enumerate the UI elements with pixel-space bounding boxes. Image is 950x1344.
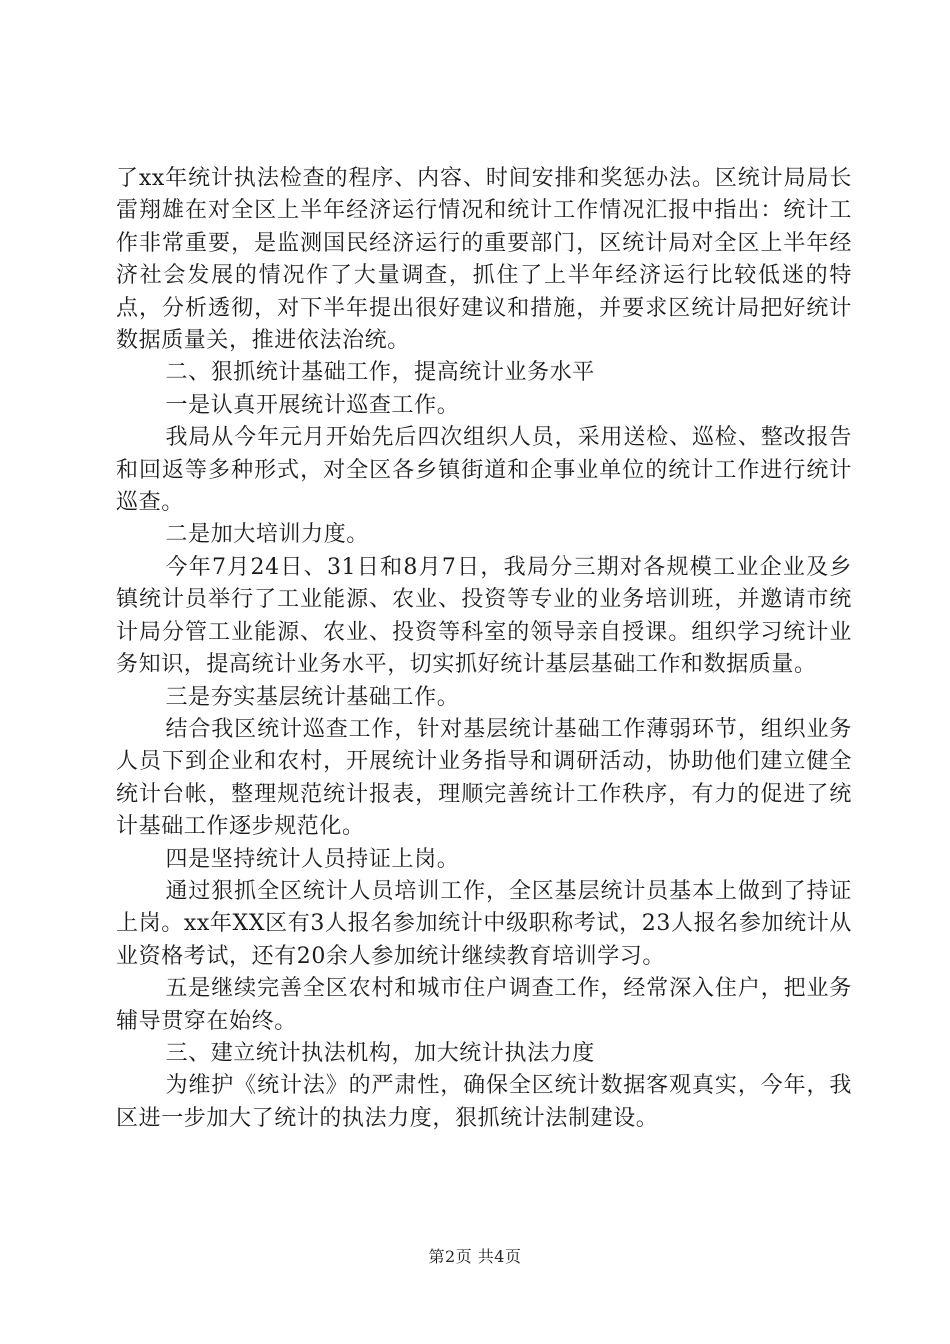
paragraph-inspection: 我局从今年元月开始先后四次组织人员，采用送检、巡检、整改报告和回返等多种形式，对全区各乡镇街道和企事业单位的统计工作进行统计巡查。 — [116, 425, 852, 516]
paragraph-household-survey: 五是继续完善全区农村和城市住户调查工作，经常深入住户，把业务辅导贯穿在始终。 — [116, 976, 852, 1034]
subheading-training: 二是加大培训力度。 — [165, 522, 369, 548]
paragraph-enforcement: 为维护《统计法》的严肃性，确保全区统计数据客观真实，今年，我区进一步加大了统计的执法力度，狠抓统计法制建设。 — [116, 1073, 852, 1131]
paragraph-certification: 通过狠抓全区统计人员培训工作，全区基层统计员基本上做到了持证上岗。xx年XX区有3人报名参加统计中级职称考试，23人报名参加统计从业资格考试，还有20余人参加统计继续教育培训学习。 — [116, 878, 852, 969]
document-body — [116, 163, 852, 1135]
paragraph-continuation: 了xx年统计执法检查的程序、内容、时间安排和奖惩办法。区统计局局长雷翔雄在对全区上半年经济运行情况和统计工作情况汇报中指出：统计工作非常重要，是监测国民经济运行的重要部门，区统计局对全区上半年经济社会发展的情况作了大量调查，抓住了上半年经济运行比较低迷的特点，分析透彻，对下半年提出很好建议和措施，并要求区统计局把好统计数据质量关，推进依法治统。 — [116, 166, 852, 354]
paragraph-grassroots: 结合我区统计巡查工作，针对基层统计基础工作薄弱环节，组织业务人员下到企业和农村，开展统计业务指导和调研活动，协助他们建立健全统计台帐，整理规范统计报表，理顺完善统计工作秩序，有力的促进了统计基础工作逐步规范化。 — [116, 716, 852, 840]
paragraph-training: 今年7月24日、31日和8月7日，我局分三期对各规模工业企业及乡镇统计员举行了工业能源、农业、投资等专业的业务培训班，并邀请市统计局分管工业能源、农业、投资等科室的领导亲自授课。组织学习统计业务知识，提高统计业务水平，切实抓好统计基层基础工作和数据质量。 — [116, 554, 852, 678]
subheading-certification: 四是坚持统计人员持证上岗。 — [165, 846, 460, 872]
subheading-inspection: 一是认真开展统计巡查工作。 — [165, 392, 460, 418]
page-number-footer: 第2页 共4页 — [428, 1247, 522, 1266]
subheading-grassroots: 三是夯实基层统计基础工作。 — [165, 684, 460, 710]
section-heading-3: 三、建立统计执法机构，加大统计执法力度 — [165, 1040, 595, 1066]
section-heading-2: 二、狠抓统计基础工作，提高统计业务水平 — [165, 360, 595, 386]
